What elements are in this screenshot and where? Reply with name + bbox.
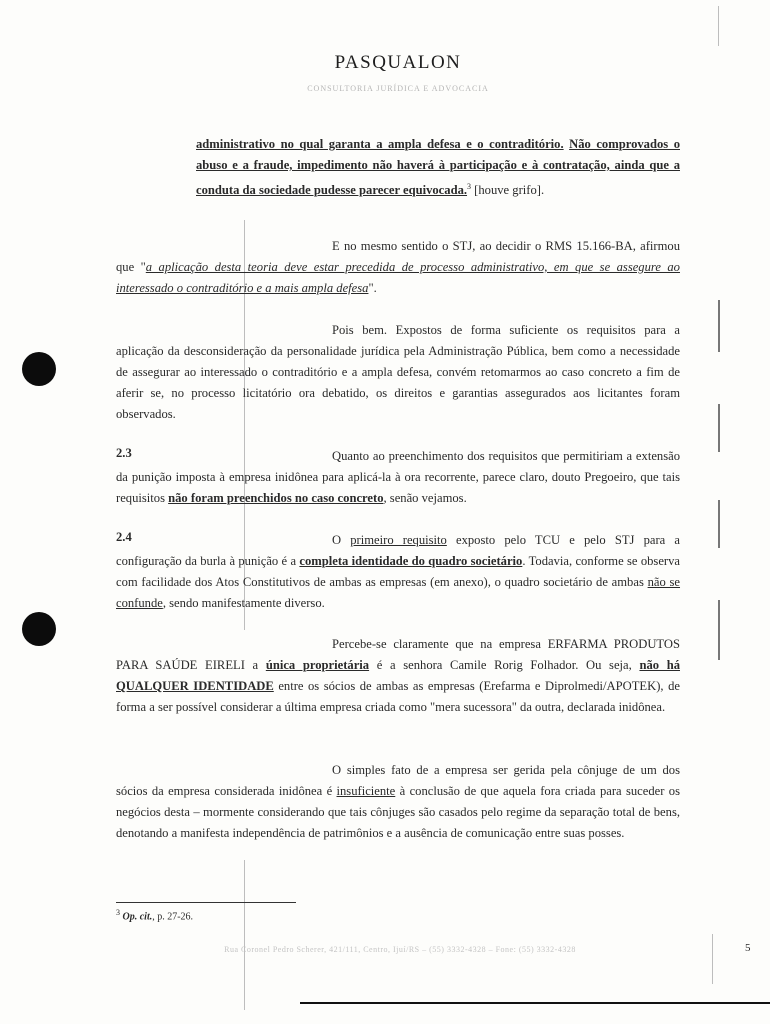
firm-subtitle: CONSULTORIA JURÍDICA E ADVOCACIA (307, 84, 489, 93)
underlined-text: insuficiente (336, 784, 396, 798)
bold-underlined-text: Não comprovados o abuso e a fraude, impedimento não haverá à participação e à contratação, ainda que a conduta da sociedade pudesse parecer equivocada. (196, 137, 680, 198)
bold-underlined-text: não há QUALQUER IDENTIDADE (116, 658, 680, 693)
scan-edge-mark (718, 300, 720, 352)
bold-underlined-text: única proprietária (265, 658, 370, 672)
bottom-scan-line (300, 1002, 770, 1004)
italic-quote: a aplicação desta teoria deve estar precedida de processo administrativo, em que se assegure ao interessado o contraditório e a mais ampla defesa (116, 260, 680, 295)
footnote-ref: 3 (467, 182, 472, 191)
punch-hole-top (22, 352, 56, 386)
paragraph-section-2-4: O primeiro requisito exposto pelo TCU e pelo STJ para a configuração da burla à punição é a completa identidade do quadro societário. Todavia, conforme se observa com facilidade dos Atos Constitutivos de ambas as empresas (em anexo), o quadro societário de ambas não se confunde, sendo manifestamente diverso. (116, 533, 681, 610)
underlined-text: não se confunde (116, 575, 681, 610)
scan-edge-mark (718, 600, 720, 660)
underlined-text: primeiro requisito (350, 533, 447, 547)
underlined-text: administrativo no qual garanta a ampla defesa e o contraditório. (196, 137, 564, 151)
footnote: $^3$ Op. cit., p. 27-26. (116, 908, 194, 923)
paragraph-requisitos: Pois bem. Expostos de forma suficiente os requisitos para a aplicação da desconsideração da personalidade jurídica pela Administração Pública, bem como a necessidade de assegurar ao interessado o contraditório e a ampla defesa, convém retomarmos ao caso concreto a fim de aferir se, no processo licitatório ora debatido, os direitos e garantias assegurados aos licitantes foram observados. (116, 323, 680, 421)
paragraph-continuation: administrativo no qual garanta a ampla defesa e o contraditório. Não comprovados o abuso e a fraude, impedimento não haverá à participação e à contratação, ainda que a conduta da sociedade pudesse parecer equivocada.$^3$ [houve grifo]. (196, 137, 680, 198)
paragraph-erfarma: Percebe-se claramente que na empresa ERFARMA PRODUTOS PARA SAÚDE EIRELI a única proprietária é a senhora Camile Rorig Folhador. Ou seja, não há QUALQUER IDENTIDADE entre os sócios de ambas as empresas (Erefarma e Diprolmedi/APOTEK), de forma a ser possível considerar a última empresa criada como "mera sucessora" da outra, declarada inidônea. (116, 637, 680, 714)
page-footer-address: Rua Coronel Pedro Scherer, 421/111, Centro, Ijuí/RS – (55) 3332-4328 – Fone: (55) 3332-4328 (224, 945, 576, 954)
scan-edge-mark (718, 6, 719, 46)
scan-edge-mark (712, 934, 713, 984)
scan-edge-mark (718, 500, 720, 548)
section-number: 2.4 (116, 530, 132, 544)
punch-hole-bottom (22, 612, 56, 646)
scan-edge-mark (718, 404, 720, 452)
page-number: 5 (745, 942, 751, 954)
paragraph-section-2-3: Quanto ao preenchimento dos requisitos que permitiriam a extensão da punição imposta à empresa inidônea para aplicá-la à ora recorrente, parece claro, douto Pregoeiro, que tais requisitos não foram preenchidos no caso concreto, senão vejamos. (116, 449, 680, 505)
bold-underlined-text: não foram preenchidos no caso concreto (168, 491, 384, 505)
footnote-separator (116, 902, 296, 903)
bold-underlined-text: completa identidade do quadro societário (299, 554, 523, 568)
paragraph-stj: E no mesmo sentido o STJ, ao decidir o RMS 15.166-BA, afirmou que "a aplicação desta teoria deve estar precedida de processo administrativo, em que se assegure ao interessado o contraditório e a mais ampla defesa". (116, 239, 680, 295)
scan-edge-mark (244, 860, 245, 1010)
section-number: 2.3 (116, 446, 132, 460)
firm-name: PASQUALON (334, 52, 462, 73)
paragraph-conjuge: O simples fato de a empresa ser gerida pela cônjuge de um dos sócios da empresa considerada inidônea é insuficiente à conclusão de que aquela fora criada para suceder os negócios desta – mormente considerando que tais cônjuges são casados pelo regime da separação total de bens, denotando a manifesta independência de patrimônios e a ausência de comunicação entre suas posses. (116, 763, 680, 840)
